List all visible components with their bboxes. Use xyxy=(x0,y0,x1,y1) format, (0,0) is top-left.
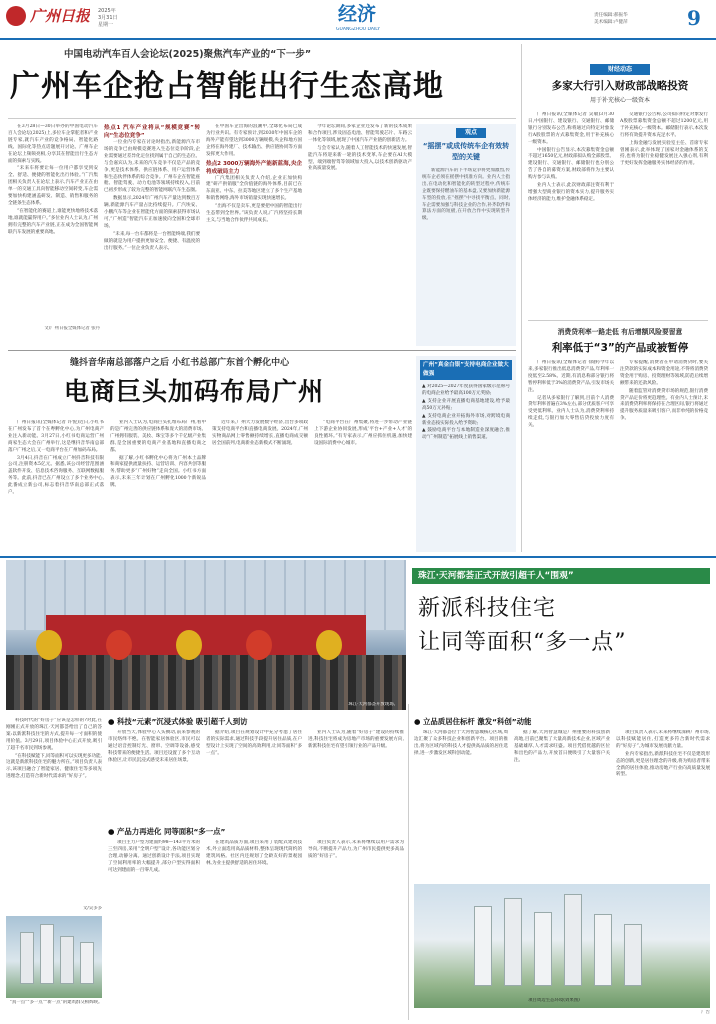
right-col-divider xyxy=(521,44,522,552)
story1-byline: 文/广州日报全媒体记者 张丹 xyxy=(44,326,100,331)
ad-label: 广告 xyxy=(701,1010,710,1015)
story4-p4: 随着监管对消费贷市场的规范,银行消费贷产品定价将更趋理性。有业内人士预计,未来消费贷利率将保持在合理区间,银行将通过提升服务质量来吸引客户,而非单纯的价格竞争。 xyxy=(620,388,708,422)
story5-hl1: ● 科技“元素”沉浸式体验 吸引超千人到访 xyxy=(108,717,248,726)
story5-col-i xyxy=(616,730,710,880)
story2-p6: “电商平台在广州集聚,将进一步带动产业链上下游企业协同发展,形成‘平台+产业+人才’的良性循环。”有专家表示,广州应抓住机遇,加快建设国际消费中心城市。 xyxy=(314,420,412,446)
story4-col2 xyxy=(620,360,708,550)
story1-p6: “出海不仅是卖车,更是要把中国的智能出行生态带到全世界。”该负责人说,广汽将坚持长期主义,与当地合作伙伴共同成长。 xyxy=(206,204,302,223)
render-tower xyxy=(60,936,74,984)
policy-item: ▲ 支持电商企业开拓海外市场,对跨境电商新业态按实际投入给予资助; xyxy=(422,413,510,426)
story3-p2: 中国银行公告显示,本次募集资金总额不超过1650亿元,财政部拟认购全部股票。建设银行、交通银行、邮储银行也分别公告了各自的募资方案,财政部将作为主要认购方参与认购。 xyxy=(528,147,614,181)
editor-name: 责任编辑:郝振华 xyxy=(594,13,628,18)
render-tower xyxy=(564,894,582,986)
story4-p1: 广州日报讯(全媒体记者 徐静)今年以来,多家银行推出低息消费贷产品,年利率一度低至2.58%。近期,有消息称部分银行将暂停利率低于3%的消费贷产品,引发市场关注。 xyxy=(528,360,614,393)
editor-box xyxy=(594,12,674,30)
story4-p3: 专家提醒,消费者在申请消费贷时,要关注贷款的实际成本和资金用途,不得将消费贷资金用于购房、投资理财等领域,防范后续增额带来的还款风险。 xyxy=(620,360,708,386)
story5-col-f xyxy=(308,840,404,1020)
paper-name: 广州日报 xyxy=(30,7,90,25)
story3-rule xyxy=(528,320,708,321)
story3-p4: 交通银行公告称,公司拟向特定对象发行A股股票募集资金总额不超过1200亿元,用于补充核心一级资本。邮储银行表示,本次发行将有效提升资本充足水平。 xyxy=(620,112,708,138)
render-tower xyxy=(20,932,34,984)
policy-item: ▲ 支持企业开展直播电商基地建设,给予最高50万元补贴; xyxy=(422,398,510,411)
story5-p8: 据了解,天河智慧城是广州重要的科技创新高地,目前已聚集了大量高新技术企业,区域产业基础雄厚,人才需求旺盛。项目凭借优越的区位和出色的产品力,开放首日便吸引了大量客户关注。 xyxy=(514,730,610,763)
story1-lead2: “未来车将要让每一位用户都享受到安全、舒适、便捷的智能化出行体验。”广汽集团相关负责人在论坛上表示,汽车产业正在由单一的交通工具向智能移动空间转变,车企需要加快构建涵盖研发、制造、销售和服务的全链条生态体系。 xyxy=(8,166,98,206)
story5-p7: 珠江·天河都荟位于天河智慧城核心区域,周边汇聚了众多科技企业和创新平台。项目的推出,将为区域内的科技人才提供高品质的居住选择,进一步激发区域科创动能。 xyxy=(414,730,508,756)
photo-lion xyxy=(36,630,62,660)
masthead-rule xyxy=(0,38,716,40)
story1-col1 xyxy=(8,124,98,342)
section-title: 经济 xyxy=(337,3,376,25)
story5-p9: 项目负责人表示,未来将继续深耕广州市场,以科技赋能居住,打造更多符合新时代需求的“好房子”,为城市发展贡献力量。 xyxy=(616,730,710,749)
story5-col-c xyxy=(308,730,404,820)
render-aerial xyxy=(414,884,710,1008)
page-number: 9 xyxy=(687,6,701,30)
render-tower xyxy=(80,942,94,984)
render-tower xyxy=(474,906,492,986)
story5-intro xyxy=(6,718,102,902)
story4-p2: 记者从多家银行了解到,目前个人消费贷年利率普遍在3%左右,部分优质客户可享受更低利率。业内人士认为,消费贷利率持续走低,与银行加大零售信贷投放力度有关。 xyxy=(528,395,614,429)
story1-lead: 在3月28日—30日举办的中国电动汽车百人会论坛(2025)上,多位车企掌舵者和产业链专家,就汽车产业的竞争格局、智能化路线、国际化等热点话题展开讨论。广州车企在论坛上频频亮相,分享其在智能出行生态方面的探索与实践。 xyxy=(8,124,98,164)
story1-hl1: 热点1 汽车产业将从“规模竞赛”转向“生态位竞争” xyxy=(104,125,200,139)
story3-label: 财经动态 xyxy=(590,64,650,75)
photo-lion xyxy=(176,630,202,660)
story5-top-rule xyxy=(0,556,716,558)
policy-box-list xyxy=(422,384,510,550)
story2-col4 xyxy=(314,420,412,552)
story5-p1: 开放当天,体验中心人头攒动,前来参观的市民络绎不绝。在智能家居体验区,市民可以通过语音控制灯光、窗帘、空调等设备,感受科技带来的便捷生活。项目还设置了多个互动体验区,让市民沉浸式感受未来居住场景。 xyxy=(108,730,200,763)
section-en: GUANGZHOU DAILY xyxy=(336,27,380,32)
render-photo xyxy=(6,916,102,998)
story2-col2 xyxy=(110,420,206,552)
photo-lion xyxy=(316,630,342,660)
story5-p6: 业内人士认为,随着“好房子”建设的持续推进,科技住宅将成为房地产市场的重要发展方向,新派科技住宅有望引领行业的产品升级。 xyxy=(308,730,404,749)
story3-col1 xyxy=(528,112,614,308)
story5-p2: 据介绍,项目在规划设计中充分考虑了居住者的实际需求,通过科技手段提升居住品质,在户型设计上实现了空间的高效利用,让同等面积“多一点”。 xyxy=(206,730,302,756)
story5-byline: 文/吴多多 xyxy=(82,906,102,911)
policy-item: ▲ 对2025—2027年度获得国家级示范称号的电商企业给予最高100万元奖励; xyxy=(422,384,510,396)
story1-col4 xyxy=(308,124,412,346)
date-box xyxy=(98,8,148,38)
story1-p8: 与会专家认为,随着人工智能技术的快速发展,智能汽车将迎来新一轮的技术变革,车企要在AI大模型、端到端智驾等领域加大投入,以技术创新驱动产业高质量发展。 xyxy=(308,145,412,172)
render-tower xyxy=(40,924,54,984)
story4-headline-small: 消费贷利率一路走低 有后增额风险要留意 xyxy=(557,328,683,336)
story1-p7: 今年论坛期间,多家企业还发布了新的技术成果和合作项目,涉及固态电池、智能驾驶芯片、车路云一体化等领域,展现了中国汽车产业链的创新活力。 xyxy=(308,124,412,143)
story1-rule xyxy=(8,118,516,119)
story1-p1: 一位业内专家在讨论时指出,新能源汽车市场的竞争已由规模竞赛进入生态位竞争阶段,企业需要通过差异化定位找到属于自己的生态位。与会嘉宾认为,未来的汽车竞争不仅是产品的竞争,更是技术体系、供应链体系、用户运营体系和生态伙伴体系的综合竞争。广州车企在智能座舱、智能驾驶、动力电池等领域持续投入,目前已初步形成了较为完整的智能网联汽车生态圈。 xyxy=(104,140,200,194)
story1-headline: 广州车企抢占智能出行生态高地 xyxy=(10,69,444,104)
photo-caption: 珠江·天河都荟开放现场。 xyxy=(348,702,398,707)
story1-kicker: 中国电动汽车百人会论坛(2025)聚焦汽车产业的“下一步” xyxy=(64,49,312,60)
aerial-caption: 项目周边生态环境(效果图) xyxy=(528,998,580,1003)
story3-p1: 广州日报讯(全媒体记者 吴敏)3月30日,中国银行、建设银行、交通银行、邮储银行分别发布公告,称将通过向特定对象发行A股股票的方式募集资金,用于补充核心一级资本。 xyxy=(528,112,614,145)
story5-col-d xyxy=(108,840,200,1020)
story3-subhead: 用于补充核心一级资本 xyxy=(589,97,650,104)
viewpoint-body xyxy=(422,168,510,342)
story2-p1: 广州日报讯(全媒体记者 许悦)近日,小红书在广州发布了首个在粤孵化中心,为广州电商产业注入新动能。3月27日,小红书电商运营广州商家生态大会在广州举行,这是继抖音华南总部落户广州之后,又一电商平台在广州加码布局。 xyxy=(8,420,104,453)
story5-p5: 项目负责人表示,未来将继续以用户需求为导向,不断提升产品力,为广州市民提供更多高品质的“好房子”。 xyxy=(308,840,404,859)
photo-lion xyxy=(246,630,272,660)
date-year: 2025年 xyxy=(98,8,116,14)
story2-p4: 据了解,小红书孵化中心将为广州本土品牌和商家提供流量扶持、运营培训、内容共创等服务,帮助更多“广州好物”走向全国。小红书方面表示,未来三年计划在广州孵化1000个新锐品牌。 xyxy=(110,455,206,489)
story4-col1 xyxy=(528,360,614,550)
story3-p5: 上海金融与发展实验室主任、首席专家曾刚表示,此举体现了国家对金融体系的支持,也将为银行业稳健发展注入强心剂,有利于更好发挥金融服务实体经济的作用。 xyxy=(620,140,708,167)
render-tower xyxy=(594,914,612,986)
story2-p5: 近年来,广州大力发展数字经济,出台多项政策支持电商平台和直播电商发展。2024年,广州实物商品网上零售额持续增长,直播电商成交额居全国前列,电商新业态新模式不断涌现。 xyxy=(212,420,308,446)
story5-hl2: ● 产品力再进化 同等面积“多一点” xyxy=(108,827,226,836)
story5-divider xyxy=(408,704,409,1020)
story2-p2: 3月4日,抖音在广州成立广州抖音科技有限公司,注册资本5亿元。据悉,该公司经营范围涵盖软件开发、信息技术咨询服务、互联网数据服务等。此前,抖音已在广州设立了多个业务中心,此番成立新公司,标志着抖音华南总部正式落户。 xyxy=(8,455,104,496)
render-tower xyxy=(624,924,642,986)
masthead xyxy=(0,0,716,40)
story3-p3: 业内人士表示,此次财政部注资有利于增强大型商业银行的资本实力,提升服务实体经济的能力,维护金融体系稳定。 xyxy=(528,183,614,202)
story5-p4: 在建筑品质方面,项目采用了装配式建筑技术,外立面选用高品质材料,整体呈现现代简约的建筑风格。社区内还规划了全龄友好的景观园林,为业主提供舒适的居住环境。 xyxy=(206,840,302,866)
story2-headline: 电商巨头加码布局广州 xyxy=(64,377,325,406)
story1-col2 xyxy=(104,124,200,346)
story1-hl2: 热点2 3000万辆海外产能新蓝海,央企将成破局主力 xyxy=(206,160,302,175)
story2-kicker: 缝抖音华南总部落户之后 小红书总部广东首个孵化中心 xyxy=(70,358,290,368)
story1-p2: 数据显示,2024年广州汽车产量达到数百万辆,新能源汽车产量占比持续提升。广汽埃安、小鹏汽车等企业在智能化方面的探索获得市场认可,“广州造”智能汽车正加速驶向全国和全球市场。 xyxy=(104,196,200,229)
story1-lead3: “在智能化的赛道上,谁能更快地将技术落地,谁就能赢得用户。”多位业内人士认为,广州拥有完整的汽车产业链,正在成为全国智能网联汽车发展的重要高地。 xyxy=(8,208,98,235)
story4-headline: 利率低于“3”的产品或被暂停 xyxy=(551,342,689,354)
render-tower xyxy=(534,912,552,986)
story5-intro-p2: “在科技赋能下,同等面积可以实现更多功能,这就是新派科技住宅的魅力所在。”项目负责人表示,该项目融合了智能家居、健康住宅等多项先进理念,打造符合新时代需求的“好房子”。 xyxy=(6,753,102,780)
story2-col3 xyxy=(212,420,308,552)
designer-name: 美术编辑:卢健萍 xyxy=(594,20,628,25)
policy-box xyxy=(416,356,516,552)
story5-intro-p1: 科技时代的“好房子”应该是怎样的?对此,在刚刚正式开放的珠江·天河都荟给出了自己的答案:以新派科技住宅的方式,提升每一寸面积的使用价值。3月29日,项目体验中心正式开放,吸引了超千名市民到场参观。 xyxy=(6,718,102,751)
event-photo xyxy=(6,560,406,710)
story5-col-a xyxy=(108,730,200,820)
render-tower xyxy=(504,898,522,986)
render-caption: “真一点”“多一点”“新一点”的建筑群交相辉映。 xyxy=(9,1000,103,1005)
story5-col-g xyxy=(414,730,508,880)
story1-p4: 在中国车企出海的浪潮中,全球化布局已成为行业共识。有专家预计,到2030年中国车企的海外产能有望达到3000万辆规模,央企和地方国企将在海外建厂、技术输出、供应链协同等方面发挥更大作用。 xyxy=(206,124,302,157)
photo-lion xyxy=(106,630,132,660)
story1-col3 xyxy=(206,124,302,346)
viewpoint-box xyxy=(416,124,516,346)
story5-col-e xyxy=(206,840,302,1020)
story2-col1 xyxy=(8,420,104,552)
policy-item: ▲ 鼓励电商平台与本地制造业深度融合,推动“广州制造”拓展线上销售渠道。 xyxy=(422,428,510,441)
viewpoint-label: 观点 xyxy=(456,128,486,138)
date-day: 3月31日 xyxy=(98,15,118,21)
viewpoint-text: 新能源汽车的下半场竞争将更加激烈,传统车企必须在摇摆中找准方向。业内人士指出,在电动化和智能化的转型过程中,传统车企既要保持燃油车的基本盘,又要加快新能源车型的投放,在“摇摆”中寻找平衡点。同时,车企需要加强与科技企业的合作,补齐软件和算法方面的短板,在开放合作中实现转型升级。 xyxy=(422,168,510,222)
story5-p10: 业内专家指出,新派科技住宅不仅是建筑形态的创新,更是居住理念的升级,将为购房者带来全新的居住体验,推动房地产行业向高质量发展转型。 xyxy=(616,751,710,778)
date-weekday: 星期一 xyxy=(98,22,114,28)
viewpoint-headline: “摇摆”或成传统车企有效转型的关键 xyxy=(422,142,510,161)
story3-headline: 多家大行引入财政部战略投资 xyxy=(551,80,689,92)
story5-kicker: 珠江·天河都荟正式开放引超千人“围观” xyxy=(418,571,574,581)
story5-headline2: 让同等面积“多一点” xyxy=(418,630,627,655)
story5-col-h xyxy=(514,730,610,880)
story1-p3: “未来,每一台车都将是一台智能终端,我们要做的就是为用户提供更加安全、便捷、有温度的出行服务。”一位企业负责人表示。 xyxy=(104,231,200,251)
story5-col-b xyxy=(206,730,302,820)
story5-headline1: 新派科技住宅 xyxy=(418,596,557,621)
story5-p3: 项目主力户型为建面约98—143平方米的三至四房,采用“全明户型”设计,各功能区划分合理,动静分离。通过创新设计手法,项目实现了空间利用率的大幅提升,部分户型实得面积可达到建面的一百零几成。 xyxy=(108,840,200,873)
paper-logo xyxy=(6,6,26,26)
story3-col2 xyxy=(620,112,708,308)
story5-hl3: ● 立品质居住标杆 激发“科创”动能 xyxy=(414,717,532,726)
policy-box-title: 广州“真金白银”支持电商企业做大做强 xyxy=(420,360,512,380)
story2-p3: 业内人士认为,电商巨头扎堆布局广州,看中的是广州完善的供应链体系和庞大的消费市场。广州拥有服装、美妆、珠宝等多个千亿级产业集群,是全国重要的电商产业基地和直播电商之都。 xyxy=(110,420,206,453)
story1-bottom-rule xyxy=(8,350,516,351)
story1-p5: 广汽集团相关负责人介绍,企业正加快构建“研产供销服”全价值链的海外体系,目前已在东南亚、中东、拉美等地区建立了多个生产基地和销售网络,海外市场销量实现快速增长。 xyxy=(206,175,302,202)
